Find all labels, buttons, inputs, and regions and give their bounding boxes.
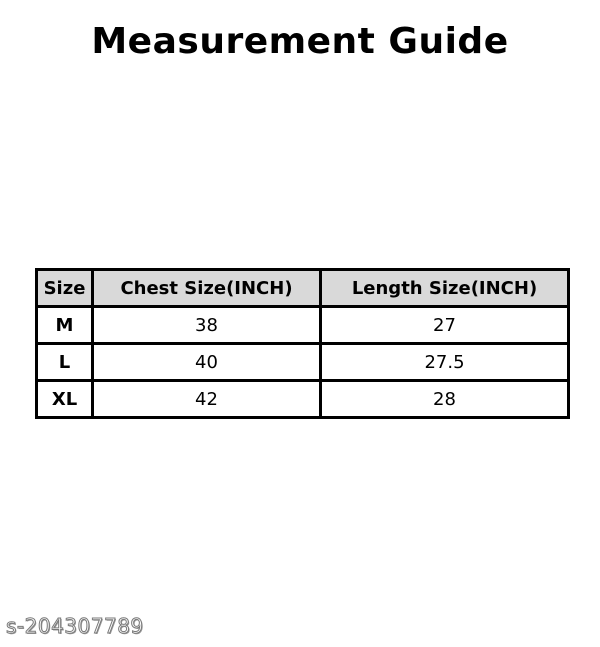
table-header-row (37, 270, 569, 307)
chest-cell: 42 (93, 381, 321, 418)
chest-cell: 38 (93, 307, 321, 344)
chest-cell: 40 (93, 344, 321, 381)
size-cell: M (37, 307, 93, 344)
measurement-table (35, 268, 570, 419)
table-row (37, 344, 569, 381)
size-cell: XL (37, 381, 93, 418)
watermark-id: s-204307789 (6, 614, 144, 638)
header-size: Size (37, 270, 93, 307)
length-cell: 27 (321, 307, 569, 344)
table-row (37, 381, 569, 418)
length-cell: 28 (321, 381, 569, 418)
header-length-size: Length Size(INCH) (321, 270, 569, 307)
size-cell: L (37, 344, 93, 381)
length-cell: 27.5 (321, 344, 569, 381)
page-title: Measurement Guide (91, 21, 509, 62)
header-chest-size: Chest Size(INCH) (93, 270, 321, 307)
table-row (37, 307, 569, 344)
